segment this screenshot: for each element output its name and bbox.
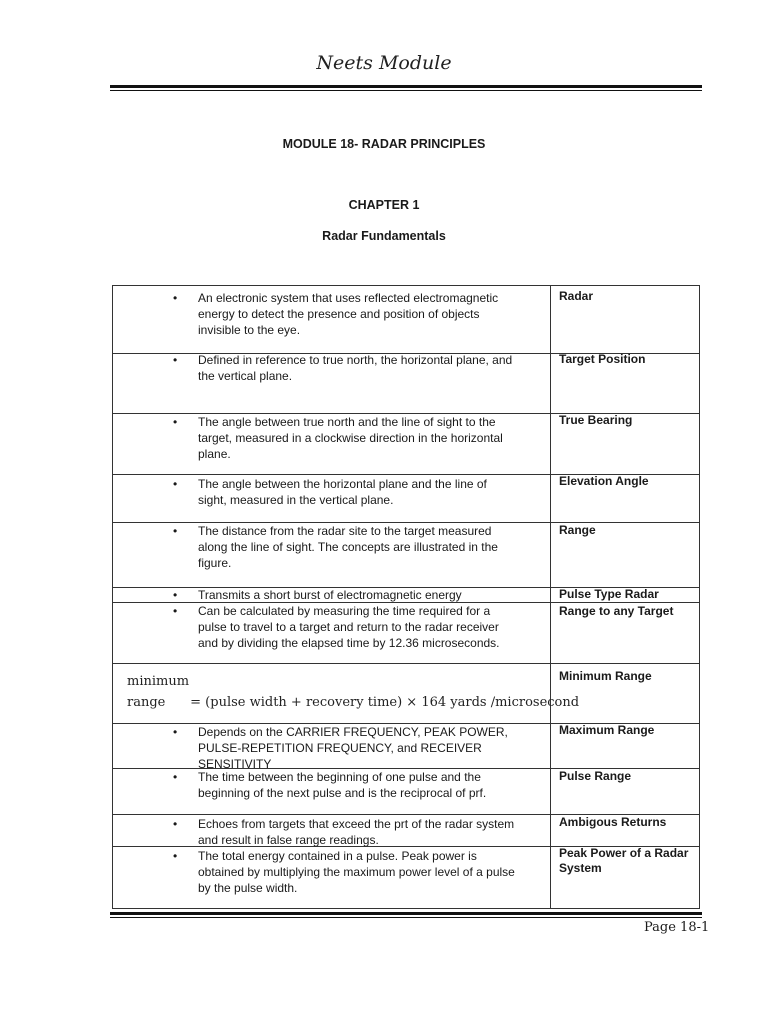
bullet: • (173, 770, 178, 784)
term-label: Pulse Type Radar (559, 587, 659, 601)
chapter-subtitle: Radar Fundamentals (322, 229, 446, 243)
module-title: MODULE 18- RADAR PRINCIPLES (282, 137, 486, 151)
definitions-table (112, 285, 700, 909)
bullet: • (173, 477, 178, 491)
definition-text: The distance from the radar site to the target measured along the line of sight. The concepts are illustrated in the figure. (198, 524, 498, 570)
definition-text: Echoes from targets that exceed the prt of the radar system and result in false range readings. (198, 817, 515, 847)
definition-text: Defined in reference to true north, the horizontal plane, and the vertical plane. (198, 353, 513, 383)
definition-text: The angle between the horizontal plane and the line of sight, measured in the vertical plane. (198, 477, 487, 507)
term-label: Minimum Range (559, 669, 652, 683)
definition-text: Can be calculated by measuring the time required for a pulse to travel to a target and return to the radar receiver and by dividing the elapsed time by 12.36 microseconds. (198, 604, 500, 650)
term-label: Peak Power of a Radar System (559, 846, 689, 875)
bullet: • (173, 524, 178, 538)
bullet: • (173, 604, 178, 618)
page-number: Page 18-1 (644, 920, 710, 935)
term-label: Range to any Target (559, 604, 674, 618)
definition-text: The time between the beginning of one pulse and the beginning of the next pulse and is the reciprocal of prf. (198, 770, 487, 800)
bullet: • (173, 849, 178, 863)
term-label: True Bearing (559, 413, 633, 427)
definition-text: An electronic system that uses reflected electromagnetic energy to detect the presence and position of objects invisible to the eye. (198, 291, 499, 337)
definition-text: Depends on the CARRIER FREQUENCY, PEAK POWER, PULSE-REPETITION FREQUENCY, and RECEIVER SENSITIVITY (198, 725, 508, 771)
bullet: • (173, 353, 178, 367)
chapter-label: CHAPTER 1 (348, 198, 420, 212)
term-label: Range (559, 523, 596, 537)
header-rule (110, 85, 702, 91)
row-divider (113, 663, 699, 664)
bullet: • (173, 725, 178, 739)
term-label: Elevation Angle (559, 474, 649, 488)
bullet: • (173, 588, 178, 602)
formula-line-minimum: minimum (127, 674, 190, 689)
formula-line-range: range = (pulse width + recovery time) × 164 yards /microsecond (127, 695, 580, 710)
bullet: • (173, 415, 178, 429)
page-header-title: Neets Module (316, 52, 452, 74)
footer-rule (110, 912, 702, 918)
term-label: Maximum Range (559, 723, 655, 737)
term-label: Ambigous Returns (559, 815, 667, 829)
definition-text: The angle between true north and the line of sight to the target, measured in a clockwise direction in the horizontal plane. (198, 415, 503, 461)
term-label: Radar (559, 289, 594, 303)
definition-text: The total energy contained in a pulse. Peak power is obtained by multiplying the maximum power level of a pulse by the pulse width. (198, 849, 515, 895)
bullet: • (173, 291, 178, 305)
definition-text: Transmits a short burst of electromagnetic energy (198, 588, 462, 602)
term-label: Pulse Range (559, 769, 632, 783)
term-label: Target Position (559, 352, 646, 366)
bullet: • (173, 817, 178, 831)
